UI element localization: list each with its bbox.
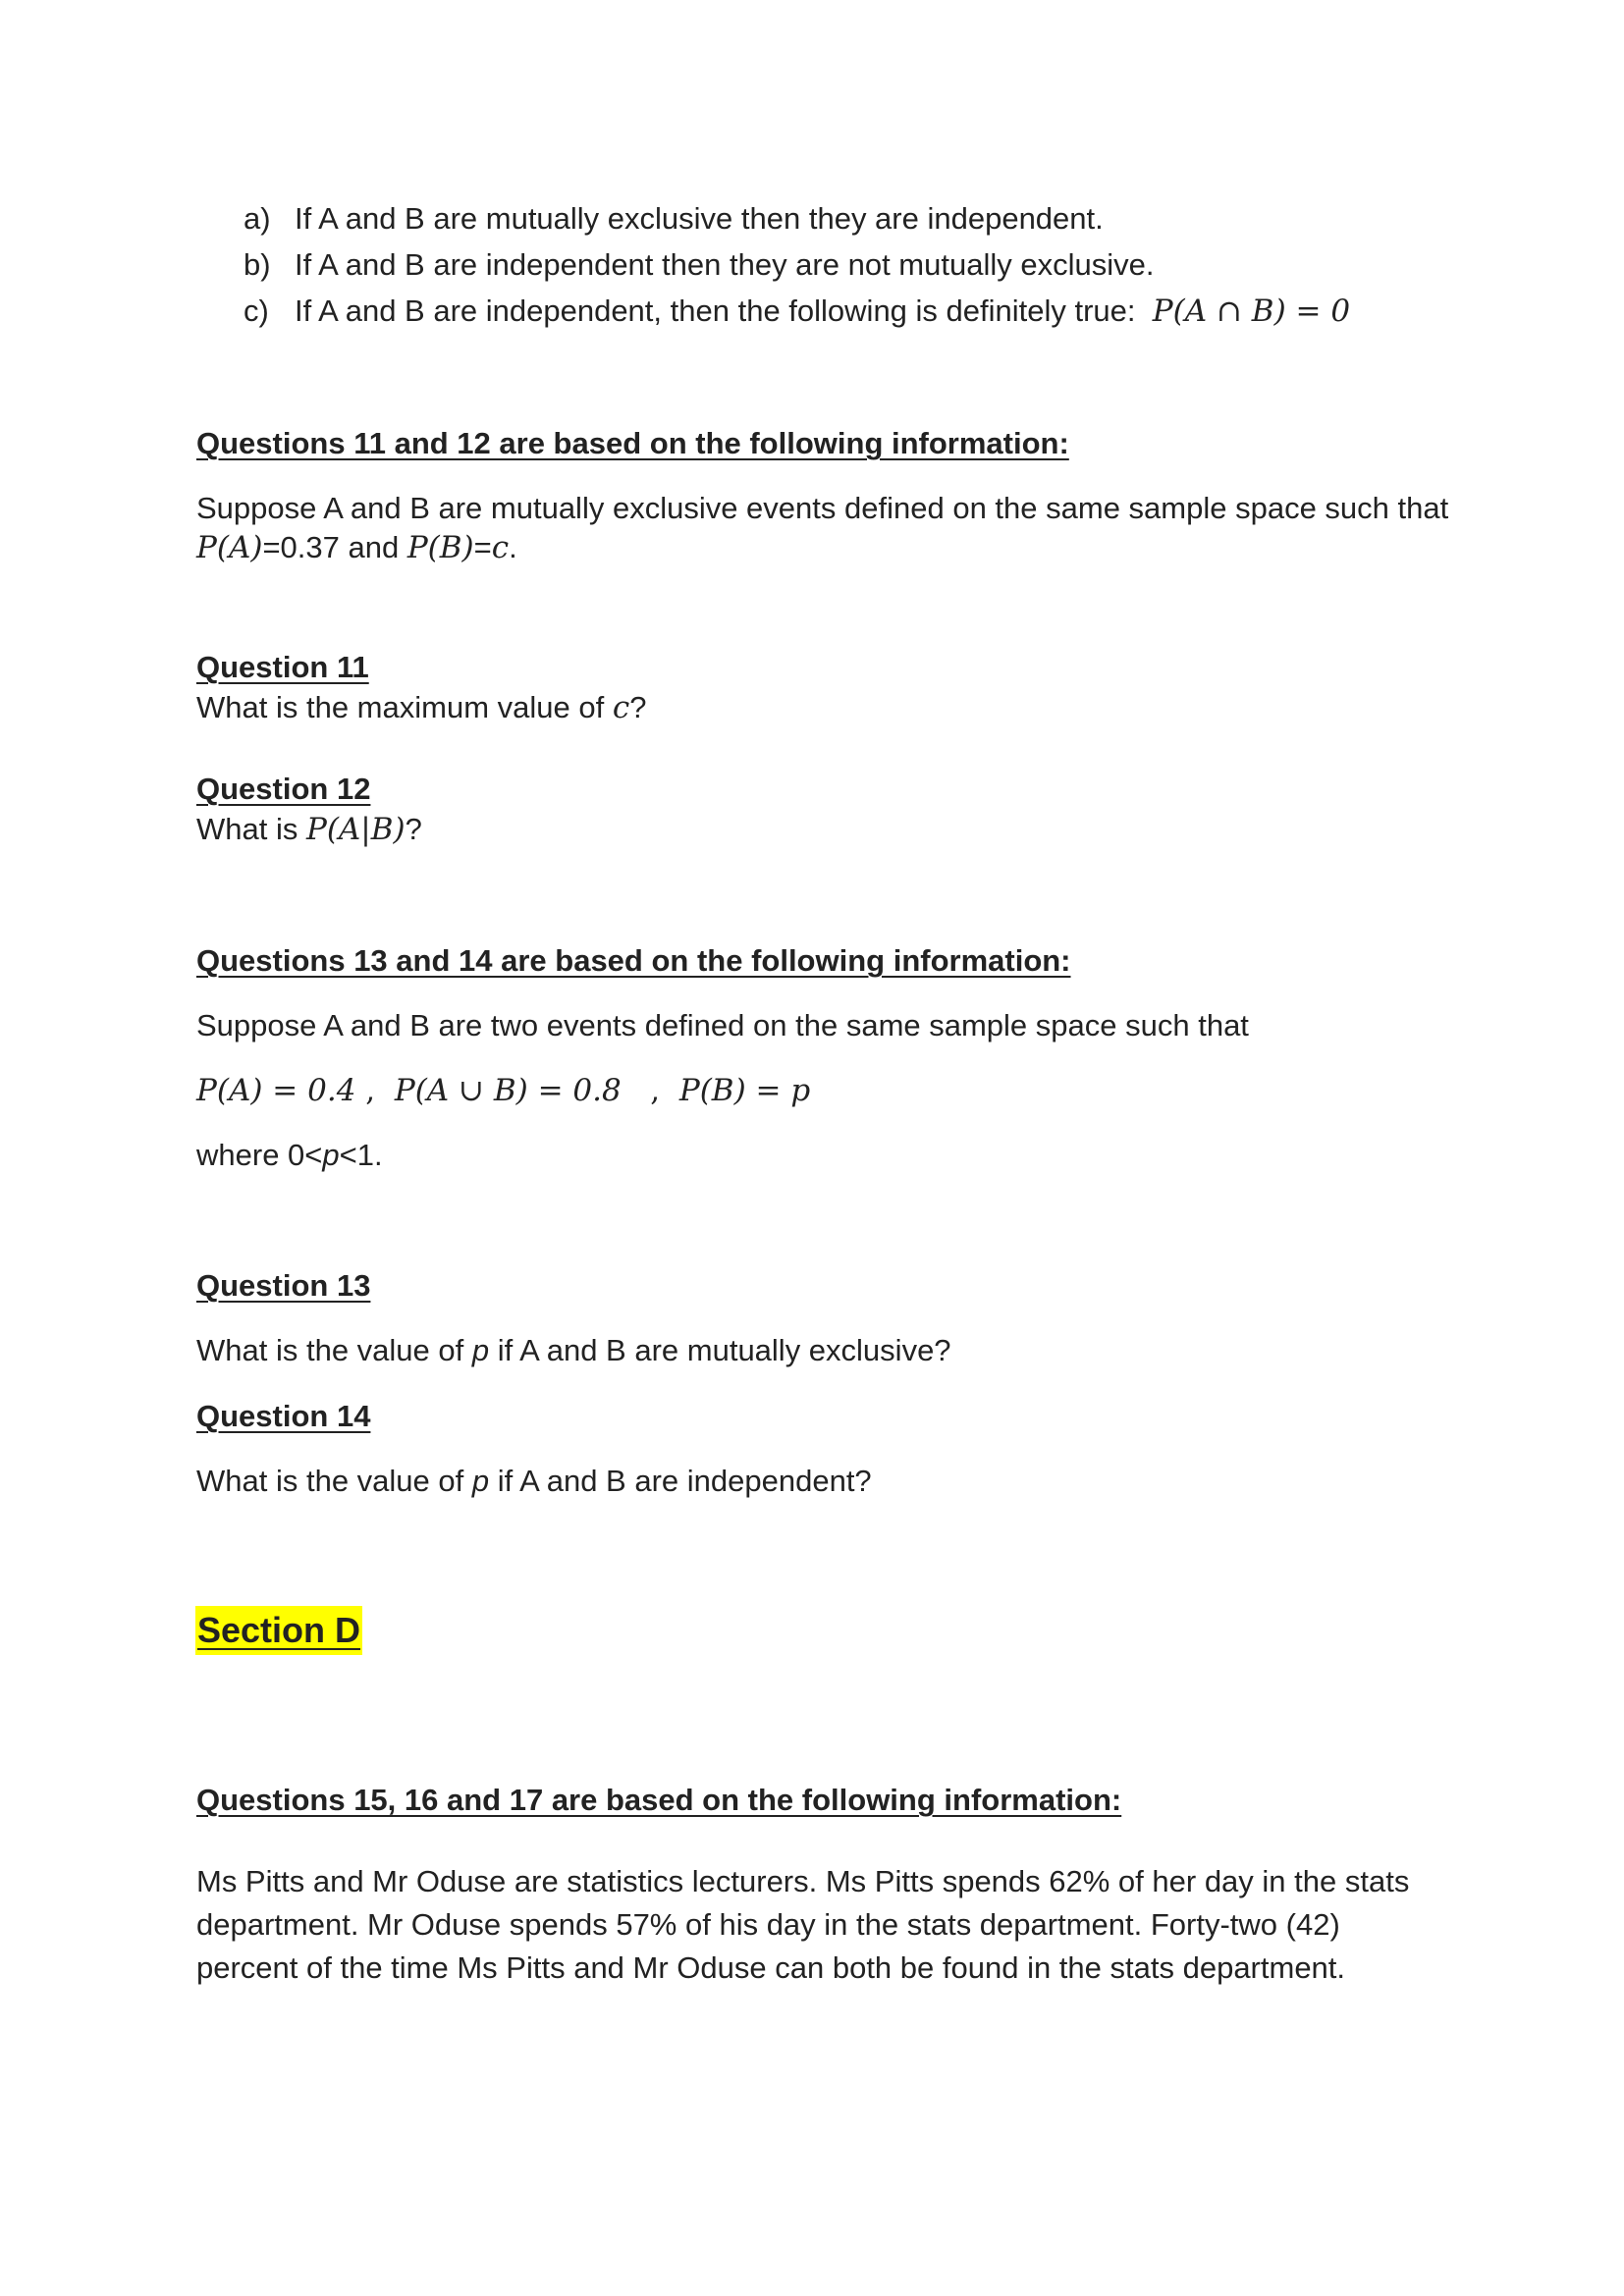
math-var-p: p: [471, 1464, 490, 1498]
list-item-a: [244, 199, 1104, 239]
section-d-title: Section D: [195, 1606, 362, 1655]
text-fragment: What is: [196, 812, 306, 846]
list-text: If A and B are mutually exclusive then they are independent.: [295, 201, 1104, 236]
math-equation-pa: P(A) = 0.4: [196, 1073, 356, 1108]
math-c: c: [612, 690, 630, 725]
math-c: c: [491, 530, 510, 565]
list-label: a): [244, 201, 271, 236]
section-heading-q13-14: Questions 13 and 14 are based on the following information:: [196, 943, 1071, 978]
paragraph-line: percent of the time Ms Pitts and Mr Oduse can both be found in the stats department.: [196, 1950, 1346, 1985]
list-label: c): [244, 294, 269, 328]
question-13-text: [196, 1331, 951, 1370]
period: .: [509, 530, 517, 564]
paragraph-line: Ms Pitts and Mr Oduse are statistics lecturers. Ms Pitts spends 62% of her day in the stats: [196, 1864, 1410, 1898]
text-fragment: where 0<: [196, 1138, 323, 1172]
list-text: If A and B are independent, then the following is definitely true:: [295, 294, 1136, 328]
math-expression: P(A ∩ B) = 0: [1152, 294, 1351, 329]
question-11-text: [196, 688, 646, 727]
question-13-title: Question 13: [196, 1268, 371, 1303]
text-fragment: What is the value of: [196, 1464, 472, 1498]
question-14-text: [196, 1462, 872, 1501]
equation-line: [196, 1071, 810, 1110]
math-equation-union: P(A ∪ B) = 0.8: [394, 1073, 622, 1108]
math-expression: P(A|B): [305, 812, 406, 847]
text-fragment: What is the value of: [196, 1333, 472, 1367]
question-12-title: Question 12: [196, 772, 371, 806]
paragraph-line: Suppose A and B are mutually exclusive events defined on the same sample space such that: [196, 491, 1449, 525]
math-pb: P(B): [406, 530, 474, 565]
question-12-text: [196, 810, 422, 849]
paragraph-line: [196, 1136, 383, 1175]
text-fragment: =0.37 and: [262, 530, 407, 564]
list-label: b): [244, 247, 271, 282]
math-equation-pb: P(B) = p: [678, 1073, 811, 1108]
separator: ,: [355, 1073, 395, 1108]
text-fragment: ?: [629, 690, 647, 724]
paragraph-line: Suppose A and B are two events defined on the same sample space such that: [196, 1008, 1249, 1042]
math-pa: P(A): [196, 530, 263, 565]
section-heading-q15-17: Questions 15, 16 and 17 are based on the following information:: [196, 1783, 1122, 1817]
text-fragment: if A and B are mutually exclusive?: [489, 1333, 951, 1367]
section-heading-q11-12: Questions 11 and 12 are based on the following information:: [196, 426, 1069, 460]
list-item-c: [244, 292, 1350, 331]
math-var-p: p: [322, 1138, 340, 1172]
question-14-title: Question 14: [196, 1399, 371, 1433]
list-text: If A and B are independent then they are not mutually exclusive.: [295, 247, 1155, 282]
separator: ,: [621, 1073, 679, 1108]
equals-sign: =: [473, 530, 492, 564]
list-item-b: [244, 245, 1154, 285]
paragraph-line: department. Mr Oduse spends 57% of his day in the stats department. Forty-two (42): [196, 1907, 1340, 1942]
text-fragment: ?: [405, 812, 422, 846]
text-fragment: <1.: [339, 1138, 383, 1172]
text-fragment: What is the maximum value of: [196, 690, 613, 724]
paragraph-line: [196, 528, 517, 567]
text-fragment: if A and B are independent?: [489, 1464, 872, 1498]
math-var-p: p: [471, 1333, 490, 1367]
question-11-title: Question 11: [196, 650, 369, 684]
